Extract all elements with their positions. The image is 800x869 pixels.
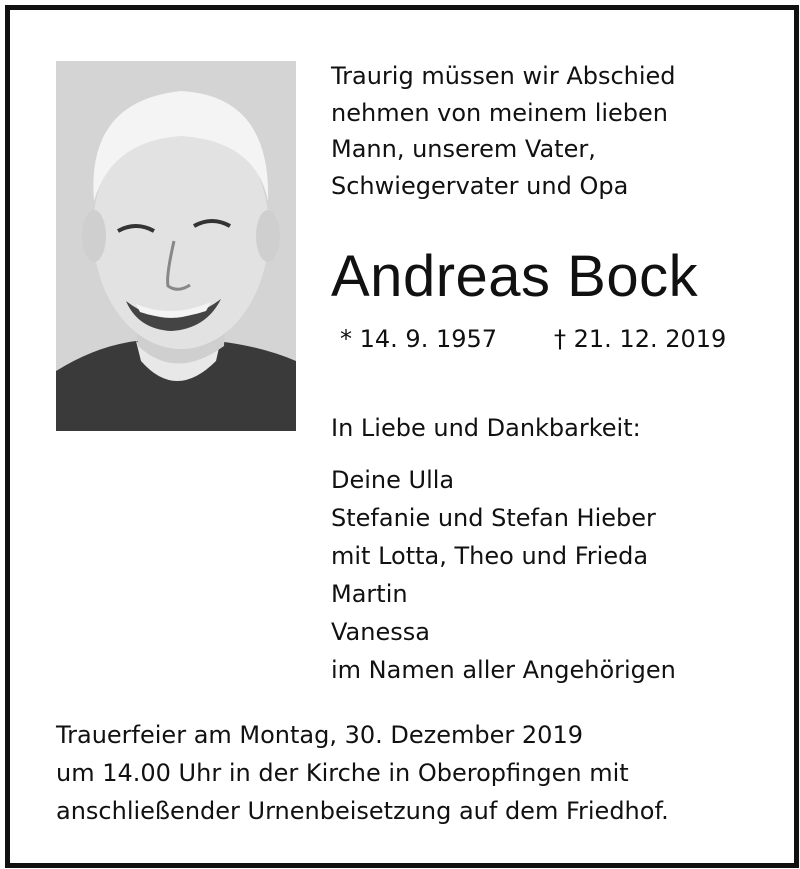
love-line: In Liebe und Dankbarkeit: xyxy=(331,414,641,442)
intro-line: Schwiegervater und Opa xyxy=(331,171,629,200)
signer-line: Martin xyxy=(331,580,408,608)
service-line: um 14.00 Uhr in der Kirche in Oberopfingen mit xyxy=(56,759,629,787)
signer-line: Deine Ulla xyxy=(331,466,455,494)
signers-list xyxy=(331,461,676,689)
signer-line: im Namen aller Angehörigen xyxy=(331,656,676,684)
intro-line: Mann, unserem Vater, xyxy=(331,135,596,163)
portrait-photo xyxy=(56,61,296,431)
service-line: anschließender Urnenbeisetzung auf dem Friedhof. xyxy=(56,797,669,825)
intro-line: nehmen von meinem lieben xyxy=(331,98,669,127)
intro-line: Traurig müssen wir Abschied xyxy=(331,62,676,90)
signer-line: Vanessa xyxy=(331,618,430,646)
birth-date: * 14. 9. 1957 xyxy=(340,325,498,353)
deceased-name: Andreas Bock xyxy=(331,244,699,309)
signer-line: Stefanie und Stefan Hieber xyxy=(331,504,656,532)
signer-line: mit Lotta, Theo und Frieda xyxy=(331,542,649,570)
service-info xyxy=(56,716,669,830)
death-date: † 21. 12. 2019 xyxy=(554,325,727,353)
service-line: Trauerfeier am Montag, 30. Dezember 2019 xyxy=(56,721,583,749)
obituary-frame xyxy=(5,5,799,868)
intro-text xyxy=(331,58,676,204)
